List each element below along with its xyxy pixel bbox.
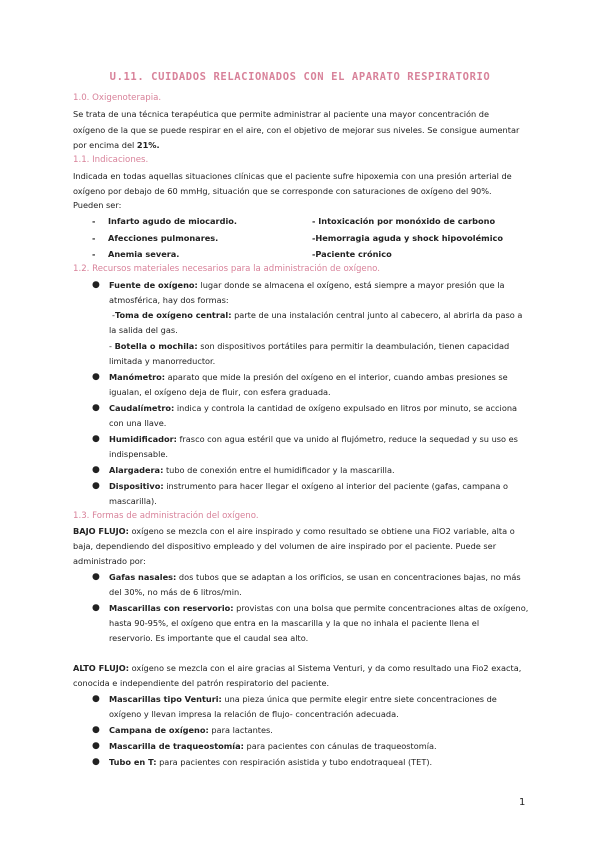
bullet-icon: ● bbox=[92, 403, 100, 413]
bullet-icon: ● bbox=[92, 434, 100, 444]
list-item: Mascarillas tipo Venturi: una pieza única que permite elegir entre siete concentraciones de bbox=[109, 694, 497, 704]
list-item-continuation: mascarilla). bbox=[109, 496, 157, 506]
dash-marker: - bbox=[92, 216, 96, 226]
list-item-continuation: igualan, el oxígeno deja de fluir, con esfera graduada. bbox=[109, 387, 331, 397]
bullet-icon: ● bbox=[92, 694, 100, 704]
list-item: Manómetro: aparato que mide la presión del oxígeno en el interior, cuando ambas presiones se bbox=[109, 372, 508, 382]
bullet-icon: ● bbox=[92, 757, 100, 767]
indication-item: Infarto agudo de miocardio. bbox=[108, 216, 237, 226]
page-number: 1 bbox=[519, 797, 526, 808]
paragraph-line: administrado por: bbox=[73, 556, 146, 566]
paragraph-line: Se trata de una técnica terapéutica que permite administrar al paciente una mayor concentración de bbox=[73, 109, 490, 119]
bullet-icon: ● bbox=[92, 481, 100, 491]
paragraph-line: por encima del 21%. bbox=[73, 140, 160, 150]
section-heading-recursos: 1.2. Recursos materiales necesarios para la administración de oxígeno. bbox=[73, 264, 381, 274]
indication-item: -Paciente crónico bbox=[312, 249, 392, 259]
list-item-continuation: oxígeno y llevan impresa la relación de flujo- concentración adecuada. bbox=[109, 709, 399, 719]
section-heading-formas: 1.3. Formas de administración del oxígeno. bbox=[73, 511, 259, 521]
sub-item: -Toma de oxígeno central: parte de una instalación central junto al cabecero, al abrirla da paso a bbox=[112, 310, 523, 320]
section-heading-indicaciones: 1.1. Indicaciones. bbox=[73, 155, 149, 165]
indication-item: Afecciones pulmonares. bbox=[108, 233, 219, 243]
bullet-icon: ● bbox=[92, 725, 100, 735]
list-item-continuation: reservorio. Es importante que el caudal sea alto. bbox=[109, 633, 309, 643]
paragraph-line: BAJO FLUJO: oxígeno se mezcla con el aire inspirado y como resultado se obtiene una FiO2 variable, alta o bbox=[73, 526, 515, 536]
page-title: U.11. CUIDADOS RELACIONADOS CON EL APARATO RESPIRATORIO bbox=[109, 71, 491, 83]
dash-marker: - bbox=[92, 233, 96, 243]
list-item: Dispositivo: instrumento para hacer llegar el oxígeno al interior del paciente (gafas, campana o bbox=[109, 481, 508, 491]
list-item: Tubo en T: para pacientes con respiración asistida y tubo endotraqueal (TET). bbox=[109, 757, 433, 767]
paragraph-line: baja, dependiendo del dispositivo empleado y del volumen de aire inspirado por el paciente. Puede ser bbox=[73, 541, 497, 551]
bullet-icon: ● bbox=[92, 465, 100, 475]
list-item-continuation: atmosférica, hay dos formas: bbox=[109, 295, 229, 305]
bullet-icon: ● bbox=[92, 280, 100, 290]
paragraph-line: Indicada en todas aquellas situaciones clínicas que el paciente sufre hipoxemia con una presión arterial de bbox=[73, 171, 512, 181]
list-item: Humidificador: frasco con agua estéril que va unido al flujómetro, reduce la sequedad y su uso es bbox=[109, 434, 518, 444]
list-item: Fuente de oxígeno: lugar donde se almacena el oxígeno, está siempre a mayor presión que la bbox=[109, 280, 505, 290]
bullet-icon: ● bbox=[92, 572, 100, 582]
list-item-continuation: indispensable. bbox=[109, 449, 169, 459]
list-item: Gafas nasales: dos tubos que se adaptan a los orificios, se usan en concentraciones bajas, no más bbox=[109, 572, 521, 582]
section-heading-oxigenoterapia: 1.0. Oxigenoterapia. bbox=[73, 93, 162, 103]
indication-item: -Hemorragia aguda y shock hipovolémico bbox=[312, 233, 503, 243]
bullet-icon: ● bbox=[92, 741, 100, 751]
list-item: Mascarillas con reservorio: provistas con una bolsa que permite concentraciones altas de oxígeno, bbox=[109, 603, 529, 613]
paragraph-line: Pueden ser: bbox=[73, 200, 122, 210]
percentage-value: 21%. bbox=[136, 140, 160, 150]
dash-marker: - bbox=[92, 249, 96, 259]
list-item-continuation: del 30%, no más de 6 litros/min. bbox=[109, 587, 242, 597]
list-item-continuation: con una llave. bbox=[109, 418, 167, 428]
list-item-continuation: hasta 90-95%, el oxígeno que entra en la mascarilla y la que no inhala el paciente llena el bbox=[109, 618, 480, 628]
sub-item-continuation: la salida del gas. bbox=[109, 325, 178, 335]
paragraph-line: ALTO FLUJO: oxígeno se mezcla con el aire gracias al Sistema Venturi, y da como resultado una Fio2 exacta, bbox=[73, 663, 522, 673]
sub-item: - Botella o mochila: son dispositivos portátiles para permitir la deambulación, tienen capacidad bbox=[109, 341, 510, 351]
bullet-icon: ● bbox=[92, 372, 100, 382]
list-item: Alargadera: tubo de conexión entre el humidificador y la mascarilla. bbox=[109, 465, 395, 475]
paragraph-line: oxígeno por debajo de 60 mmHg, situación que se corresponde con saturaciones de oxígeno del 90%. bbox=[73, 186, 492, 196]
list-item: Campana de oxígeno: para lactantes. bbox=[109, 725, 273, 735]
sub-item-continuation: limitada y manorreductor. bbox=[109, 356, 216, 366]
indication-item: - Intoxicación por monóxido de carbono bbox=[312, 216, 496, 226]
indication-item: Anemia severa. bbox=[108, 249, 180, 259]
bullet-icon: ● bbox=[92, 603, 100, 613]
paragraph-line: conocida e independiente del patrón respiratorio del paciente. bbox=[73, 678, 330, 688]
paragraph-line: oxígeno de la que se puede respirar en el aire, con el objetivo de mejorar sus niveles. Se consigue aumentar bbox=[73, 125, 520, 135]
list-item: Mascarilla de traqueostomía: para pacientes con cánulas de traqueostomía. bbox=[109, 741, 437, 751]
list-item: Caudalímetro: indica y controla la cantidad de oxígeno expulsado en litros por minuto, se acciona bbox=[109, 403, 518, 413]
